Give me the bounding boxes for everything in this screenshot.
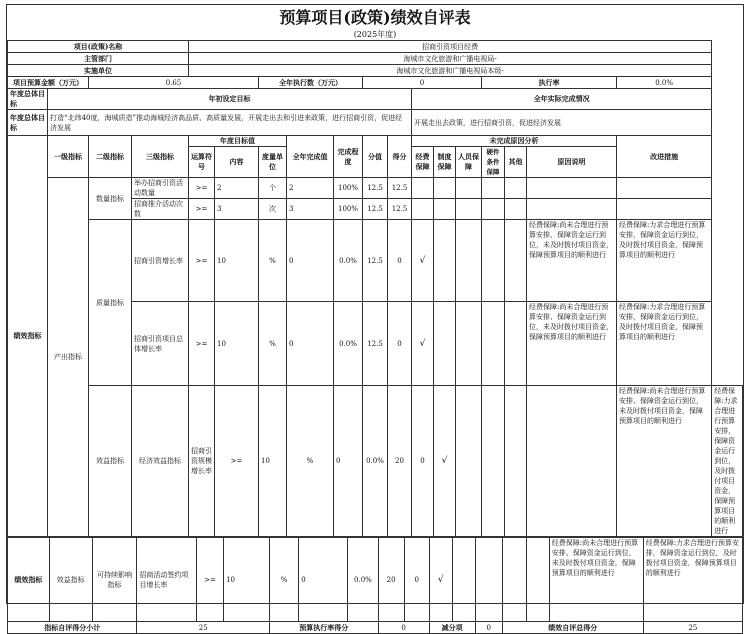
col-score-full: 分值 [363,136,388,178]
indicator-full: 12.5 [363,220,388,302]
indicator-completed: 2 [287,178,334,199]
indicator-full: 20 [378,538,404,622]
subtotal-label: 指标自评得分小计 [8,622,137,634]
column-header-row [8,136,743,147]
col-annual-target: 年度目标值 [189,136,287,147]
col-completed: 全年完成值 [287,136,334,178]
budget-score-label: 预算执行率得分 [270,622,379,634]
evaluation-table-2 [7,537,743,634]
indicator-degree: 100% [334,199,363,220]
reason-check [412,178,434,199]
group-econ: 经济效益指标 [132,386,189,537]
reason-explain: 经费保障:尚未合理进行预算安排、保障资金运行到位，未及时拨付项目资金，保障预算项目的顺利进行 [527,220,617,302]
goal-label-2: 年度总体目标 [8,110,48,136]
group-quantity: 数量指标 [89,178,132,220]
reason-measure: 经费保障:力求合理进行预算安排，保障资金运行到位，及时拨付项目资金，保障预算项目的顺利进行 [712,386,743,537]
indicator-degree: 0.0% [348,538,378,622]
indicator-degree: 100% [334,178,363,199]
footer-row [8,622,743,634]
indicator-name: 招商引资规模增长率 [189,386,215,537]
indicator-full: 12.5 [363,199,388,220]
indicator-score: 0 [388,302,412,386]
indicator-score: 12.5 [388,199,412,220]
col-level1: 一级指标 [48,136,89,178]
budget-value: 0.65 [89,77,259,89]
reason-check: √ [412,302,434,386]
reason-check: √ [412,220,434,302]
indicator-completed: 0 [287,220,334,302]
budget-score-value: 0 [378,622,429,634]
perf-label-2: 绩效指标 [8,538,50,622]
project-name-value: 招商引资项目经费 [189,41,712,53]
total-label: 绩效自评总得分 [502,622,643,634]
indicator-content: 10 [224,538,270,622]
rate-label: 执行率 [482,77,617,89]
indicator-score: 0 [388,220,412,302]
indicator-op: >= [189,220,215,302]
col-reasons: 未完成原因分析 [412,136,617,147]
reason-explain [527,199,617,220]
indicator-content: 10 [215,302,259,386]
initial-goal-header: 年初设定目标 [48,89,412,110]
table-row [8,178,743,199]
indicator-full: 20 [388,386,412,537]
subtotal-value: 25 [137,622,270,634]
col-r1: 经费保障 [412,147,434,178]
indicator-op: >= [189,302,215,386]
col-score: 得分 [388,136,412,178]
col-explain: 原因说明 [527,147,617,178]
reason-explain [527,178,617,199]
indicator-op: >= [189,199,215,220]
exec-label: 全年执行数（万元） [259,77,363,89]
indicator-completed: 3 [287,199,334,220]
dept-label: 主管部门 [8,53,189,65]
project-name-label: 项目(政策)名称 [8,41,189,53]
reason-measure [617,178,712,199]
evaluation-table [7,40,743,537]
initial-goal-text: 打造“北纬40度，海城质造”推动海城经济高品质、高质量发展，开展走出去和引进来政策，进行招商引资，促进经济发展 [48,110,412,136]
actual-goal-header: 全年实际完成情况 [412,89,712,110]
total-value: 25 [643,622,742,634]
deduct-value: 0 [475,622,502,634]
indicator-name: 招商活动签约项目增长率 [137,538,197,622]
col-content: 内容 [215,147,259,178]
indicator-content: 10 [259,386,287,537]
col-level2: 二级指标 [89,136,132,178]
reason-check: √ [429,538,452,622]
indicator-op: >= [215,386,259,537]
reason-measure [617,199,712,220]
indicator-name: 招商推介活动次数 [132,199,189,220]
budget-row [8,77,743,89]
evaluation-form [6,4,744,632]
col-degree: 完成程度 [334,136,363,178]
reason-measure: 经费保障:力求合理进行预算安排，保障资金运行到位，及时拨付项目资金，保障预算项目的顺利进行 [617,302,712,386]
deduct-label: 减分项 [429,622,475,634]
indicator-completed: 0 [299,538,348,622]
reason-explain: 经费保障:尚未合理进行预算安排、保障资金运行到位，未及时拨付项目资金，保障预算项目的顺利进行 [527,302,617,386]
col-level3: 三级指标 [132,136,189,178]
indicator-unit: 个 [259,178,287,199]
form-title: 预算项目(政策)绩效自评表 [279,8,471,27]
indicator-unit: % [259,302,287,386]
perf-label: 绩效指标 [8,136,48,537]
reason-explain: 经费保障:尚未合理进行预算安排、保障资金运行到位，未及时拨付项目资金，保障预算项目的顺利进行 [617,386,712,537]
info-row [8,41,743,53]
indicator-degree: 0.0% [334,220,363,302]
indicator-score: 0 [404,538,429,622]
reason-check: √ [434,386,456,537]
indicator-completed: 0 [334,386,363,537]
info-row [8,65,743,77]
group-quality: 质量指标 [89,220,132,386]
col-op: 运算符号 [189,147,215,178]
group-benefit-2: 效益指标 [49,538,92,622]
col-r2: 制度保障 [434,147,456,178]
reason-check [412,199,434,220]
reason-explain: 经费保障:尚未合理进行预算安排、保障资金运行到位，未及时拨付项目资金，保障预算项目的顺利进行 [549,538,643,622]
indicator-unit: 次 [259,199,287,220]
table-row [8,386,743,537]
dept-value: 海城市文化旅游和广播电视局- [189,53,712,65]
indicator-full: 12.5 [363,302,388,386]
form-year: (2025年度) [353,30,397,39]
reason-measure: 经费保障:力求合理进行预算安排，保障资金运行到位，及时拨付项目资金，保障预算项目的顺利进行 [617,220,712,302]
indicator-full: 12.5 [363,178,388,199]
indicator-score: 12.5 [388,178,412,199]
info-row [8,53,743,65]
indicator-unit: % [270,538,299,622]
rate-value: 0.0% [617,77,712,89]
col-r4: 硬件条件保障 [482,147,505,178]
indicator-name: 举办招商引资活动数量 [132,178,189,199]
table-row [8,220,743,302]
indicator-content: 2 [215,178,259,199]
group-output: 产出指标 [48,178,89,537]
col-unit: 度量单位 [259,147,287,178]
reason-measure: 经费保障:力求合理进行预算安排，保障资金运行到位，及时拨付项目资金，保障预算项目的顺利进行 [643,538,742,622]
group-benefit: 效益指标 [89,386,132,537]
unit-label: 实施单位 [8,65,189,77]
indicator-op: >= [196,538,223,622]
exec-value: 0 [363,77,482,89]
actual-goal-text: 开展走出去政策，进行招商引资，促进经济发展 [412,110,712,136]
indicator-completed: 0 [287,302,334,386]
col-r3: 人员保障 [456,147,482,178]
goal-header-row [8,89,743,110]
indicator-score: 0 [412,386,434,537]
indicator-unit: % [259,220,287,302]
indicator-op: >= [189,178,215,199]
unit-value: 海城市文化旅游和广播电视局本级- [189,65,712,77]
budget-label: 项目预算金额（万元） [8,77,89,89]
group-sustain: 可持续影响指标 [92,538,137,622]
indicator-unit: % [287,386,334,537]
goal-label: 年度总体目标 [8,89,48,110]
indicator-content: 3 [215,199,259,220]
goal-row [8,110,743,136]
indicator-name: 招商引资增长率 [132,220,189,302]
col-r5: 其他 [505,147,527,178]
indicator-content: 10 [215,220,259,302]
indicator-name: 招商引资项目总体增长率 [132,302,189,386]
indicator-degree: 0.0% [334,302,363,386]
col-measure: 改进措施 [617,136,712,178]
indicator-degree: 0.0% [363,386,388,537]
